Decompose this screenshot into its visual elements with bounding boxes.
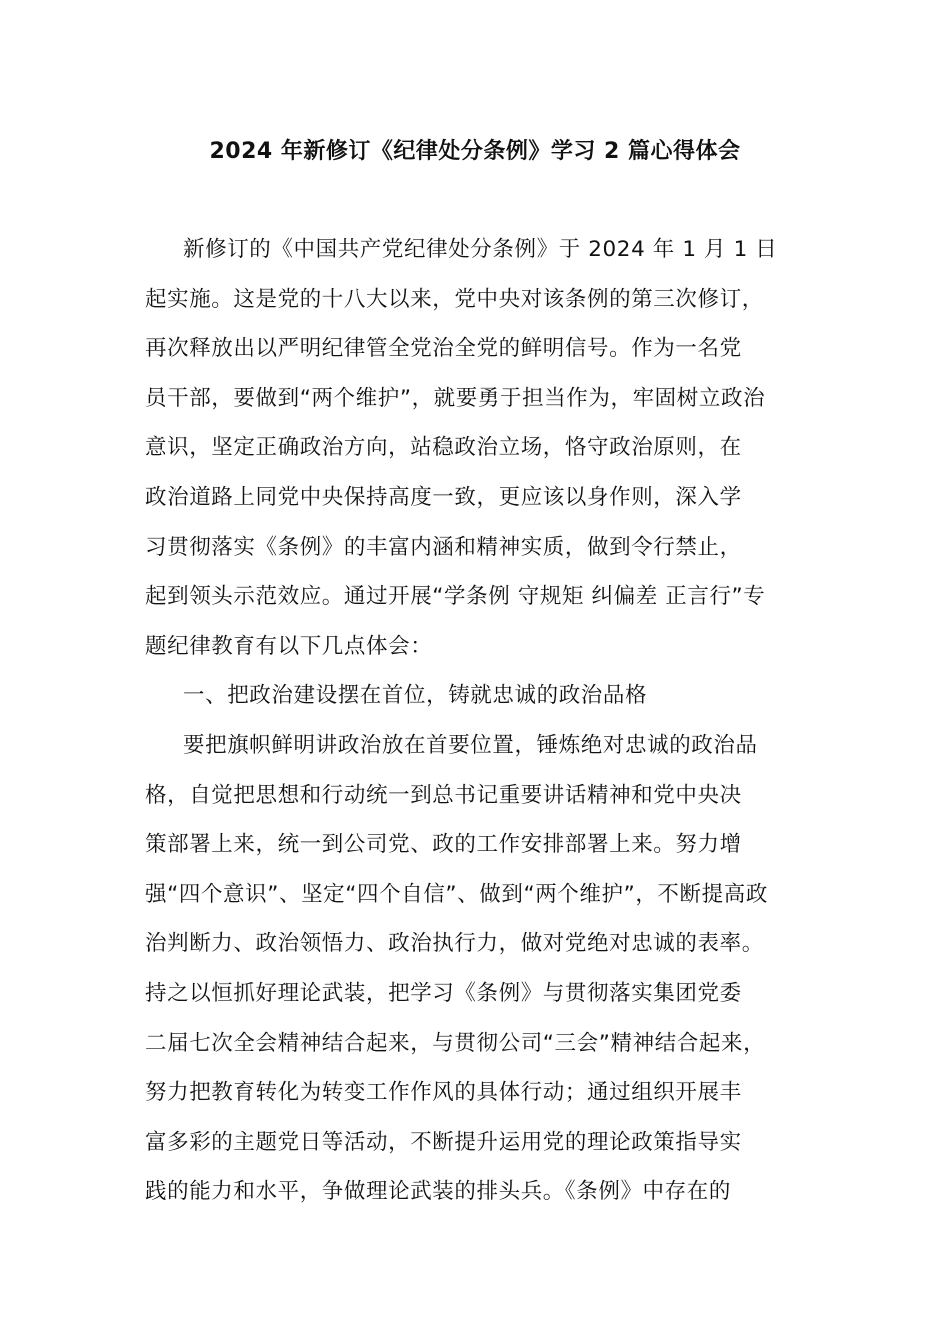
paragraph-line: 起到领头示范效应。通过开展“学条例 守规矩 纠偏差 正言行”专	[145, 584, 766, 610]
document-title: 2024 年新修订《纪律处分条例》学习 2 篇心得体会	[209, 139, 741, 164]
section-heading: 一、把政治建设摆在首位，铸就忠诚的政治品格	[183, 683, 648, 709]
paragraph-line: 强“四个意识”、坚定“四个自信”、做到“两个维护”，不断提高政	[145, 881, 768, 907]
paragraph-line: 习贯彻落实《条例》的丰富内涵和精神实质，做到令行禁止，	[145, 534, 742, 560]
paragraph-line: 治判断力、政治领悟力、政治执行力，做对党绝对忠诚的表率。	[145, 931, 764, 957]
paragraph-line: 富多彩的主题党日等活动，不断提升运用党的理论政策指导实	[145, 1129, 742, 1155]
paragraph-line: 政治道路上同党中央保持高度一致，更应该以身作则，深入学	[145, 484, 742, 510]
paragraph-line: 格，自觉把思想和行动统一到总书记重要讲话精神和党中央决	[145, 782, 742, 808]
paragraph-line: 努力把教育转化为转变工作作风的具体行动；通过组织开展丰	[145, 1080, 742, 1106]
paragraph-line: 持之以恒抓好理论武装，把学习《条例》与贯彻落实集团党委	[145, 980, 742, 1006]
paragraph-line: 再次释放出以严明纪律管全党治全党的鲜明信号。作为一名党	[145, 336, 742, 362]
paragraph-line: 践的能力和水平，争做理论武装的排头兵。《条例》中存在的	[145, 1179, 731, 1205]
document-body	[145, 230, 825, 1222]
paragraph-line: 二届七次全会精神结合起来，与贯彻公司“三会”精神结合起来，	[145, 1030, 766, 1056]
paragraph-line: 员干部，要做到“两个维护”，就要勇于担当作为，牢固树立政治	[145, 385, 766, 411]
paragraph-line: 策部署上来，统一到公司党、政的工作安排部署上来。努力增	[145, 832, 742, 858]
paragraph-line: 题纪律教育有以下几点体会：	[145, 633, 433, 659]
paragraph-line: 意识，坚定正确政治方向，站稳政治立场，恪守政治原则，在	[145, 435, 742, 461]
paragraph-line: 要把旗帜鲜明讲政治放在首要位置，锤炼绝对忠诚的政治品	[183, 732, 758, 758]
paragraph-line: 新修订的《中国共产党纪律处分条例》于 2024 年 1 月 1 日	[183, 237, 778, 262]
paragraph-line: 起实施。这是党的十八大以来，党中央对该条例的第三次修订，	[145, 286, 764, 312]
